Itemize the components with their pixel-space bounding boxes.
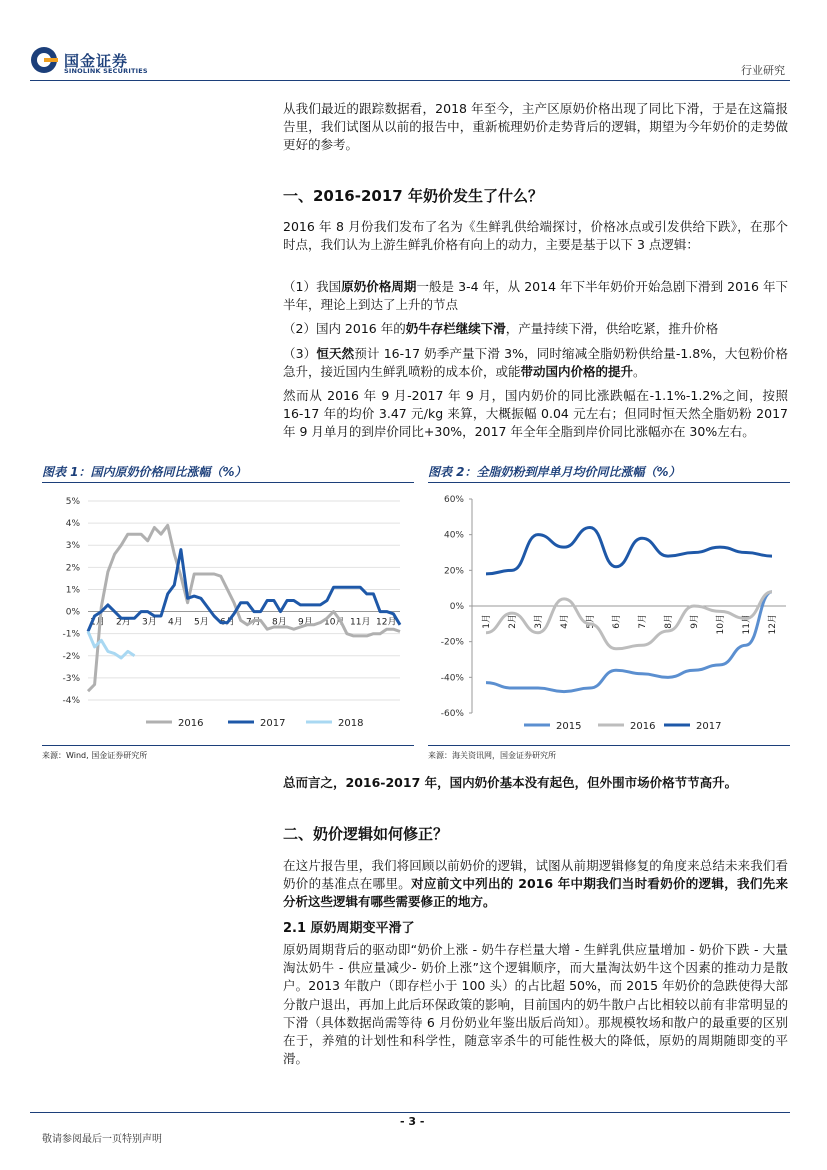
x-tick-label: 2月 xyxy=(508,614,518,629)
page-number: - 3 - xyxy=(400,1115,425,1128)
x-tick-label: 9月 xyxy=(690,614,700,629)
legend-label-2015: 2015 xyxy=(556,721,582,732)
figure1-bottom-rule xyxy=(42,745,414,746)
x-tick-label: 3月 xyxy=(534,614,544,629)
legend-label-2017: 2017 xyxy=(260,718,286,729)
section1-title: 一、2016-2017 年奶价发生了什么？ xyxy=(283,187,543,205)
x-tick-label: 11月 xyxy=(742,614,752,635)
y-tick-label: -40% xyxy=(440,673,464,684)
series-line-2018 xyxy=(88,632,135,659)
figure1-rule xyxy=(42,482,414,483)
x-tick-label: 4月 xyxy=(168,617,183,628)
logic-item-3: （3）恒天然预计 16-17 奶季产量下滑 3%，同时缩减全脂奶粉供给量-1.8%，大包粉价格急升，接近国内生鲜乳喷粉的成本价，或能带动国内价格的提升。 xyxy=(283,346,788,380)
figure2-source: 来源：海关资讯网，国金证券研究所 xyxy=(428,751,556,760)
logo-text-en: SINOLINK SECURITIES xyxy=(64,67,148,75)
summary-statement: 总而言之，2016-2017 年，国内奶价基本没有起色，但外围市场价格节节高升。 xyxy=(283,775,738,790)
y-tick-label: 2% xyxy=(65,563,80,574)
y-tick-label: 40% xyxy=(443,530,464,541)
logo-icon xyxy=(30,46,58,74)
series-line-2016 xyxy=(88,525,400,691)
x-tick-label: 1月 xyxy=(482,614,492,629)
x-tick-label: 2月 xyxy=(116,617,131,628)
x-tick-label: 10月 xyxy=(324,617,345,628)
intro-paragraph: 从我们最近的跟踪数据看，2018 年至今，主产区原奶价格出现了同比下滑，于是在这篇报告里，我们试图从以前的报告中，重新梳理奶价走势背后的逻辑，期望为今年奶价的走势做更好的参考。 xyxy=(283,101,788,153)
x-tick-label: 10月 xyxy=(716,614,726,635)
footer-disclaimer: 敬请参阅最后一页特别声明 xyxy=(42,1134,162,1145)
y-tick-label: 60% xyxy=(443,495,464,505)
y-tick-label: 4% xyxy=(65,519,80,530)
figure2-bottom-rule xyxy=(428,745,790,746)
footer-divider xyxy=(30,1112,790,1113)
y-tick-label: 0% xyxy=(449,602,464,612)
section-label: 行业研究 xyxy=(741,64,785,77)
y-tick-label: 3% xyxy=(65,541,80,552)
series-line-2016 xyxy=(486,592,772,649)
x-tick-label: 7月 xyxy=(638,614,648,629)
x-tick-label: 7月 xyxy=(246,617,261,628)
legend-label-2016: 2016 xyxy=(178,718,204,729)
y-tick-label: -3% xyxy=(62,673,80,684)
x-tick-label: 3月 xyxy=(142,617,157,628)
series-line-2017 xyxy=(486,528,772,574)
x-tick-label: 6月 xyxy=(612,614,622,629)
y-tick-label: -4% xyxy=(62,696,80,706)
x-tick-label: 8月 xyxy=(272,617,287,628)
figure2-title: 图表 2：全脂奶粉到岸单月均价同比涨幅（%） xyxy=(428,465,681,479)
y-tick-label: -60% xyxy=(440,709,464,719)
figure1-title: 图表 1：国内原奶价格同比涨幅（%） xyxy=(42,465,247,479)
figure2-rule xyxy=(428,482,790,483)
x-tick-label: 5月 xyxy=(586,614,596,629)
x-tick-label: 5月 xyxy=(194,617,209,628)
section2-paragraph-1: 在这片报告里，我们将回顾以前奶价的逻辑，试图从前期逻辑修复的角度来总结未来我们看奶价的基准点在哪里。对应前文中列出的 2016 年中期我们当时看奶价的逻辑，我们先来分析这些逻辑有哪些需要修正的地方。 xyxy=(283,858,788,910)
section2-title: 二、奶价逻辑如何修正？ xyxy=(283,825,449,843)
logic-item-1: （1）我国原奶价格周期一般是 3-4 年，从 2014 年下半年奶价开始急剧下滑到 2016 年下半年，理论上到达了上升的节点 xyxy=(283,279,789,313)
section2-paragraph-2: 原奶周期背后的驱动即“奶价上涨 - 奶牛存栏量大增 - 生鲜乳供应量增加 - 奶价下跌 - 大量淘汰奶牛 - 供应量减少- 奶价上涨”这个逻辑顺序，而大量淘汰奶牛这个因素的推动力是散户。2013 年散户（即存栏小于 100 头）的占比超 50%，而 2015 年奶价的急跌使得大部分散户退出，再加上此后环保政策的影响，目前国内的奶牛散户占比相较以前有非常明显的下滑（具体数据尚需等待 6 月份奶业年鉴出版后尚知）。那规模牧场和散户的最重要的区别在于，养殖的计划性和科学性，随意宰杀牛的可能性极大的降低，原奶的周期随即变的平滑。 xyxy=(283,942,788,1067)
x-tick-label: 12月 xyxy=(376,617,397,628)
legend-label-2018: 2018 xyxy=(338,718,364,729)
y-tick-label: -20% xyxy=(440,637,464,648)
y-tick-label: -2% xyxy=(62,651,80,662)
x-tick-label: 4月 xyxy=(560,614,570,629)
y-tick-label: 0% xyxy=(65,607,80,618)
header-divider xyxy=(30,80,790,81)
series-line-2015 xyxy=(486,592,772,692)
x-tick-label: 6月 xyxy=(220,617,235,628)
x-tick-label: 1月 xyxy=(90,617,105,628)
figure1-chart xyxy=(42,485,414,740)
figure1-source: 来源：Wind, 国金证券研究所 xyxy=(42,751,148,760)
x-tick-label: 11月 xyxy=(350,617,371,628)
y-tick-label: 5% xyxy=(65,497,80,507)
legend-label-2017: 2017 xyxy=(696,721,722,732)
x-tick-label: 8月 xyxy=(664,614,674,629)
logic-item-2: （2）国内 2016 年的奶牛存栏继续下滑，产量持续下滑，供给吃紧，推升价格 xyxy=(283,321,719,336)
section1-paragraph-1: 2016 年 8 月份我们发布了名为《生鲜乳供给端探讨，价格冰点或引发供给下跌》，在那个时点，我们认为上游生鲜乳价格有向上的动力，主要是基于以下 3 点逻辑： xyxy=(283,219,788,253)
subsection-title: 2.1 原奶周期变平滑了 xyxy=(283,921,415,936)
legend-label-2016: 2016 xyxy=(630,721,656,732)
section1-paragraph-2: 然而从 2016 年 9 月-2017 年 9 月，国内奶价的同比涨跌幅在-1.1%-1.2%之间，按照 16-17 年的均价 3.47 元/kg 来算，大概振幅 0.04 元左右；但同时恒天然全脂奶粉 2017 年 9 月单月的到岸价同比+30%，2017 年全年全脂到岸价同比涨幅亦在 30%左右。 xyxy=(283,388,788,440)
y-tick-label: 1% xyxy=(65,585,80,596)
x-tick-label: 9月 xyxy=(298,617,313,628)
y-tick-label: -1% xyxy=(62,629,80,640)
y-tick-label: 20% xyxy=(443,566,464,577)
logo-text-cn: 国金证券 xyxy=(64,52,129,70)
x-tick-label: 12月 xyxy=(768,614,778,635)
figure2-chart xyxy=(428,485,790,740)
